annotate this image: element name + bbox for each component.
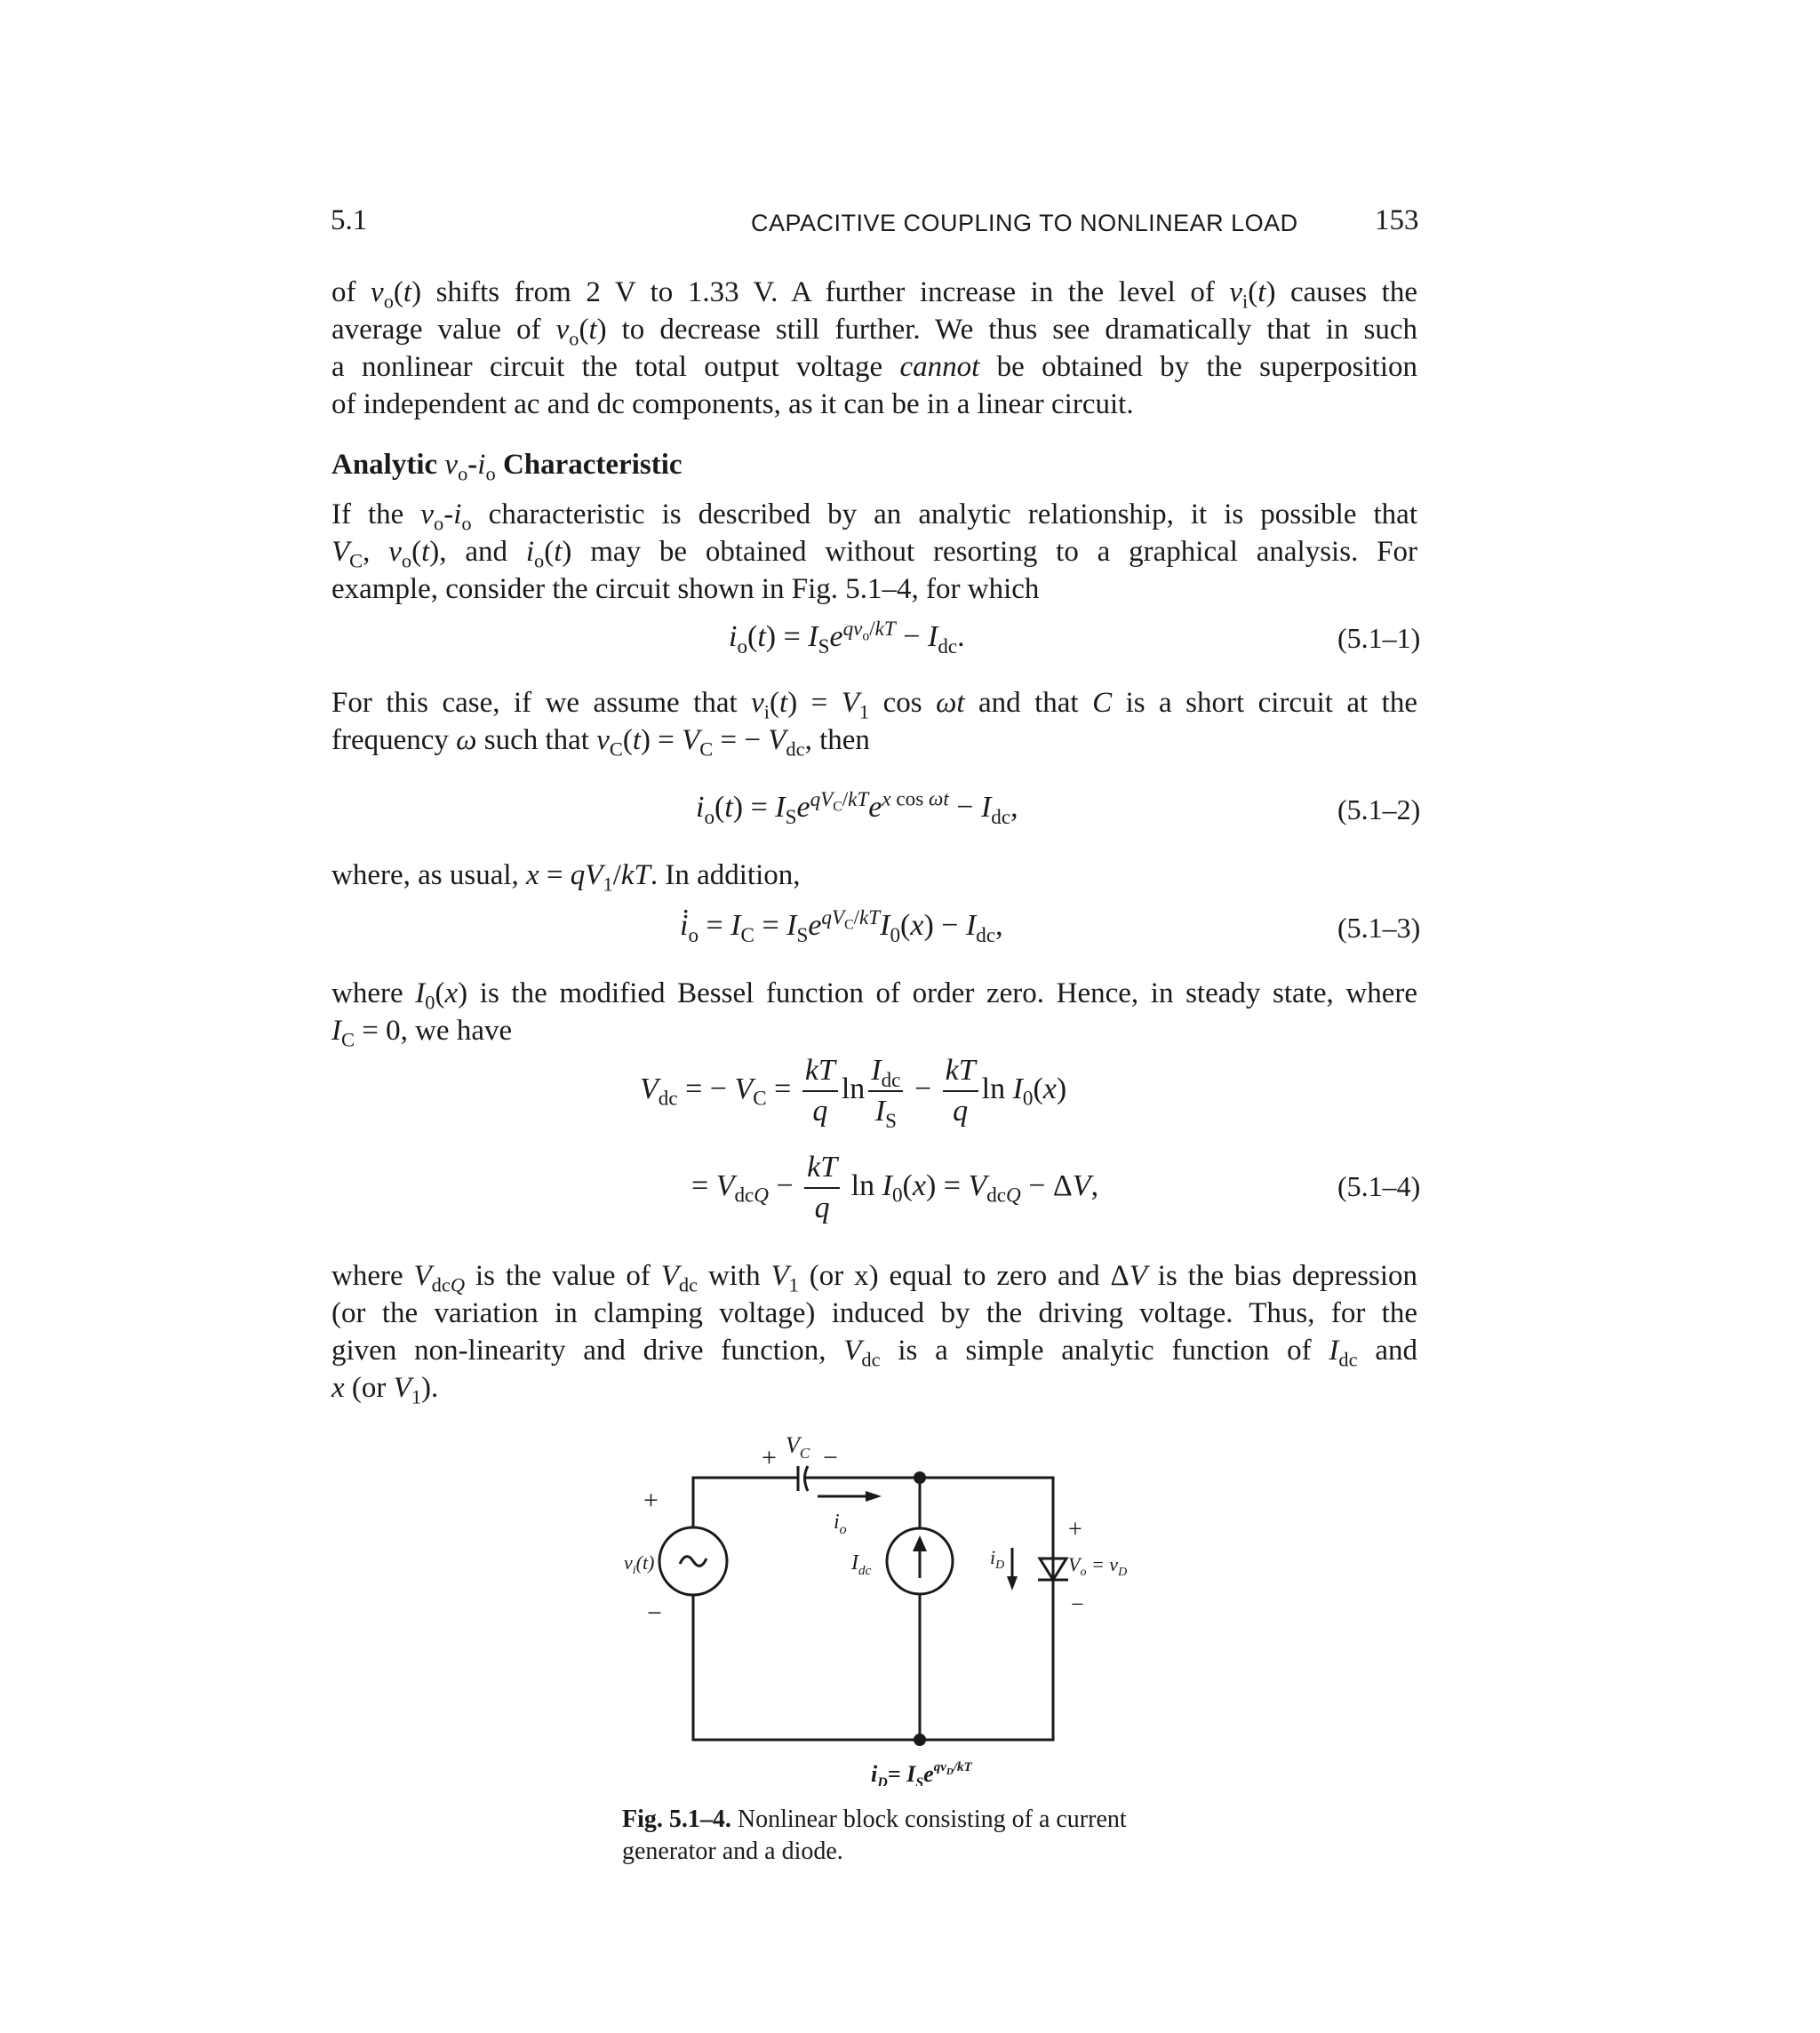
equation-5-1-4-line2: = $V_{dcQ}$ − $\frac{kT}{q}$ $\ln I_0(x) = V_{dcQ} - \Delta V$,: [691, 1148, 1098, 1228]
para5-line2: $I_C = 0$, we have: [331, 1015, 513, 1051]
wire-top-right: [805, 1478, 1053, 1688]
cap-minus: −: [823, 1443, 838, 1472]
para6-line4: x (or $V_1$).: [331, 1372, 439, 1408]
para2-line1: If the $v_o-i_o$ characteristic is described by an analytic relationship, it is possible that: [331, 498, 1417, 535]
para6-line3: given non-linearity and drive function, $V_{dc}$ is a simple analytic function of $I_{dc}$ and: [331, 1335, 1418, 1371]
equation-5-1-4-line1: $V_{dc}$ = − $V_C$ = $\frac{kT}{q}$ ln $\frac{I_{dc}}{I_S}$ − $\frac{kT}{q}$ $\ln I_0(x)$: [640, 1051, 1066, 1131]
idc-label: $I_{dc}$: [851, 1551, 872, 1578]
para2-line2: $V_C$, $v_o(t)$, and $i_o(t)$ may be obtained without resorting to a graphical analysis. For: [331, 536, 1418, 572]
paragraph-3: [331, 684, 1417, 759]
current-source-arrowhead: [913, 1535, 927, 1551]
sine-icon: [680, 1557, 706, 1567]
cap-label: $V_C$: [786, 1432, 810, 1462]
cap-plus: +: [762, 1443, 777, 1472]
paragraph-1: [331, 274, 1417, 423]
para1-line2: average value of $v_o(t)$ to decrease still further. We thus see dramatically that in such: [331, 314, 1417, 350]
vo-label: $V_o = v_D$: [1068, 1553, 1128, 1579]
source-label: $v_i(t)$: [624, 1551, 655, 1577]
para3-line1: For this case, if we assume that $v_i(t) = V_1$ cos ωt and that C is a short circuit at the: [331, 687, 1417, 723]
running-title: CAPACITIVE COUPLING TO NONLINEAR LOAD: [751, 210, 1298, 236]
para1-line1: of $v_o(t)$ shifts from 2 V to 1.33 V. A further increase in the level of $v_i(t)$ causes the: [331, 276, 1417, 313]
junction-top: [914, 1471, 926, 1484]
paragraph-2: [331, 496, 1417, 608]
equation-5-1-2: $i_o(t) = I_Se^{qV_C/kT}e^{x cos \omega t} - I_{dc}$,: [696, 787, 1018, 829]
io-label: $i_o$: [834, 1511, 847, 1537]
para3-line2: frequency ω such that $v_C(t) = V_C$ = − $V_{dc}$, then: [331, 724, 870, 761]
equation-number-2: (5.1–2): [1337, 793, 1421, 825]
equation-5-1-1: $i_o(t) = I_Se^{qv_o/kT} - I_{dc}$.: [729, 617, 965, 658]
para2-line3: example, consider the circuit shown in Fig. 5.1–4, for which: [331, 573, 1040, 605]
paragraph-6: [331, 1257, 1417, 1407]
id-arrowhead: [1007, 1576, 1018, 1591]
caption-text: Nonlinear block consisting of a current generator and a diode.: [622, 1806, 1127, 1865]
source-plus: +: [643, 1486, 659, 1515]
diode-equation: $i_D= I_Se^{qv}D/kT$: [871, 1760, 972, 1786]
para5-line1: where $I_0(x)$ is the modified Bessel function of order zero. Hence, in steady state, where: [331, 977, 1417, 1014]
id-label: $i_D$: [990, 1546, 1005, 1572]
paragraph-4: [331, 857, 1417, 894]
para6-line1: where $V_{dcQ}$ is the value of $V_{dc}$ with $V_1$ (or x) equal to zero and ΔV is the bias depression: [331, 1260, 1418, 1296]
page-number: 153: [1375, 204, 1419, 236]
para1-line3: a nonlinear circuit the total output voltage cannot be obtained by the superposition: [331, 351, 1418, 383]
caption-label: Fig. 5.1–4.: [622, 1806, 731, 1833]
equation-number-3: (5.1–3): [1337, 912, 1421, 944]
wire-bottom: [693, 1595, 1053, 1740]
section-number: 5.1: [331, 204, 368, 236]
vo-minus: −: [1071, 1591, 1084, 1617]
wire-top-left: [693, 1478, 798, 1527]
section-heading: Analytic $v_o-i_o$ Characteristic: [331, 449, 682, 485]
para1-line4: of independent ac and dc components, as it can be in a linear circuit.: [331, 388, 1134, 420]
equation-5-1-3: $i̇_o = I_C = I_Se^{qV_C/kT}I_0(x) - I_{dc}$,: [680, 905, 1003, 947]
paragraph-5: [331, 975, 1417, 1049]
para4-line1: where, as usual, $x = qV_1/kT$. In addition,: [331, 859, 801, 896]
circuit-diagram: [604, 1422, 1191, 1786]
source-minus: −: [647, 1598, 662, 1628]
io-arrowhead: [866, 1491, 882, 1502]
figure-caption: [622, 1804, 1155, 1868]
equation-number-1: (5.1–1): [1337, 622, 1421, 654]
para6-line2: (or the variation in clamping voltage) induced by the driving voltage. Thus, for the: [331, 1297, 1417, 1329]
equation-number-4: (5.1–4): [1337, 1170, 1421, 1202]
junction-bottom: [914, 1734, 926, 1746]
vo-plus: +: [1068, 1516, 1082, 1543]
